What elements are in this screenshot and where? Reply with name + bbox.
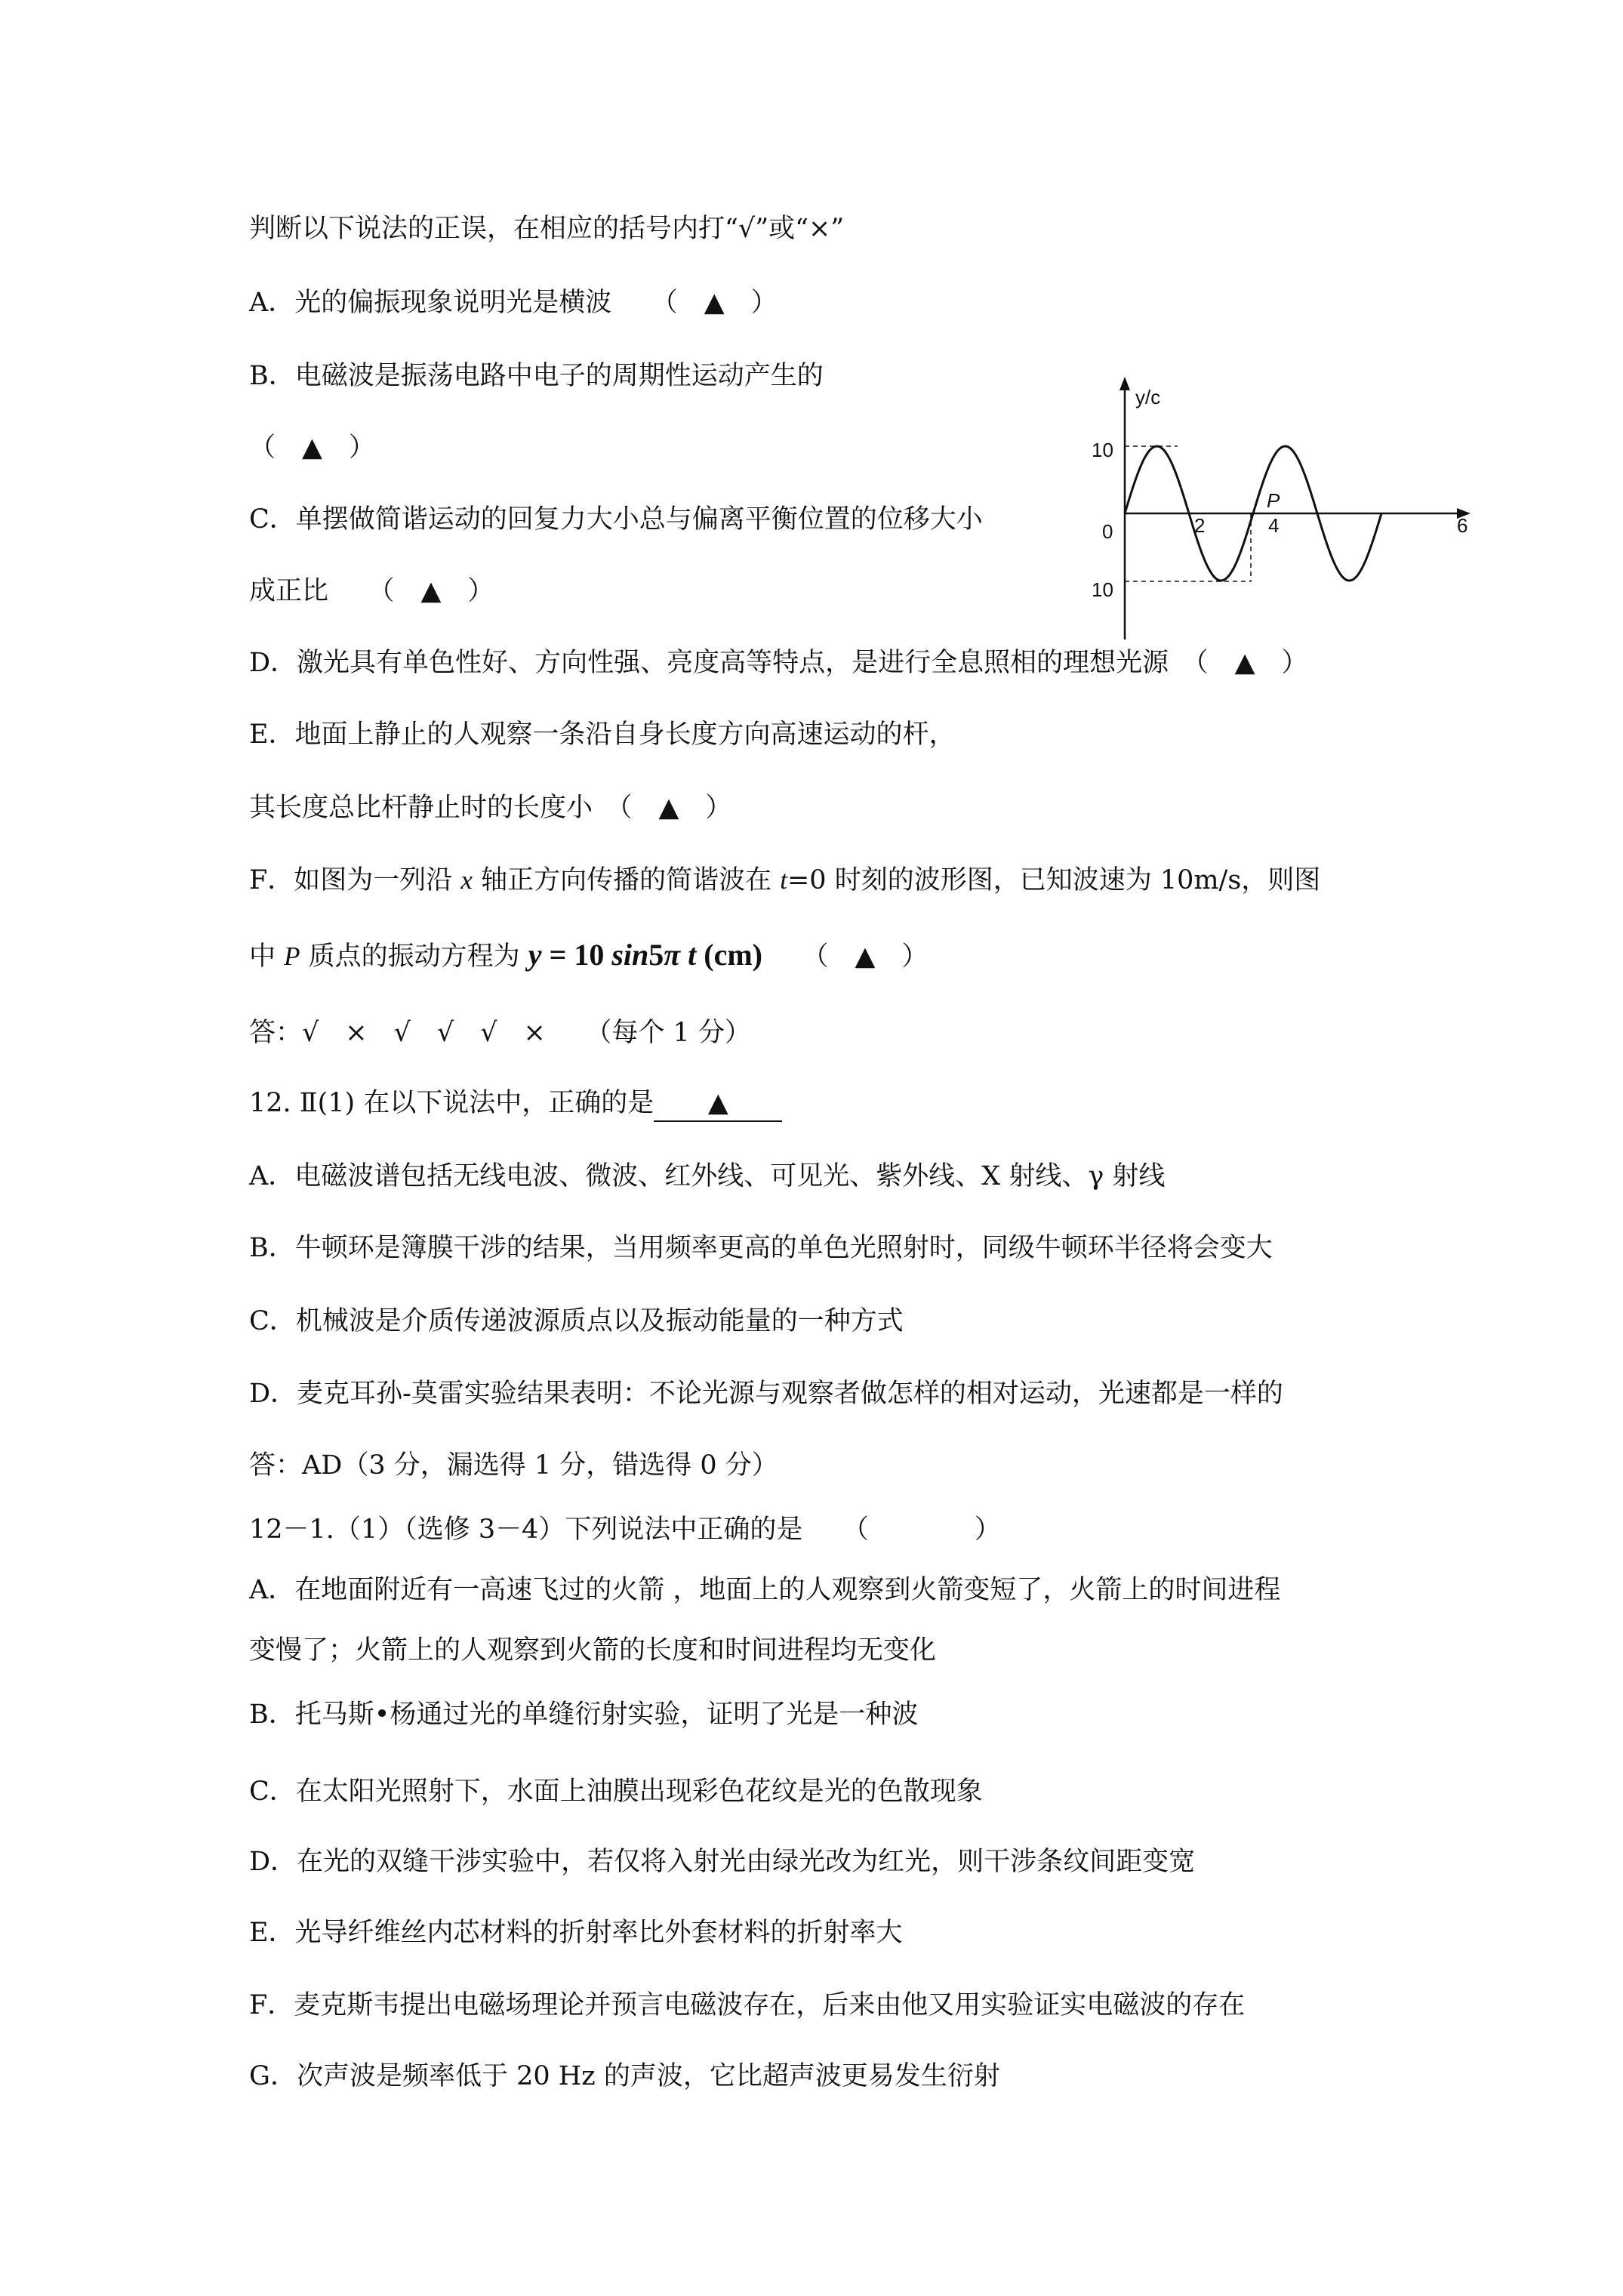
statement-a: A．光的偏振现象说明光是横波 （ ▲ ）	[249, 288, 778, 318]
option-b: B．牛顿环是簿膜干涉的结果，当用频率更高的单色光照射时，同级牛顿环半径将会变大	[249, 1233, 1273, 1263]
statement-b: B．电磁波是振荡电路中电子的周期性运动产生的	[249, 361, 824, 391]
statement-f2-text-1: 中	[249, 942, 285, 972]
intro-text: 判断以下说法的正误，在相应的括号内打“√”或“×”	[249, 214, 845, 244]
option-a: A．电磁波谱包括无线电波、微波、红外线、可见光、紫外线、X 射线、γ 射线	[249, 1161, 1166, 1191]
statement-e-cont: 其长度总比杆静止时的长度小 （ ▲ ）	[249, 793, 732, 823]
statement-e: E．地面上静止的人观察一条沿自身长度方向高速运动的杆，	[249, 720, 956, 750]
choice-a: A．在地面附近有一高速飞过的火箭 ，地面上的人观察到火箭变短了，火箭上的时间进程	[249, 1575, 1281, 1605]
choice-c: C．在太阳光照射下，水面上油膜出现彩色花纹是光的色散现象	[249, 1777, 983, 1807]
question-12-ii	[249, 1086, 782, 1122]
statement-f-text-1: F．如图为一列沿	[249, 865, 461, 895]
choice-e: E．光导纤维丝内芯材料的折射率比外套材料的折射率大	[249, 1918, 903, 1948]
y-bottom-value: 10	[1092, 578, 1113, 601]
statement-f	[249, 863, 1320, 898]
x-tick-2: 2	[1194, 514, 1206, 537]
statement-d: D．激光具有单色性好、方向性强、亮度高等特点，是进行全息照相的理想光源 （ ▲ ）	[249, 648, 1308, 678]
var-x: x	[460, 865, 473, 895]
question-12-1: 12－1.（1）（选修 3－4）下列说法中正确的是 （ ）	[249, 1515, 1001, 1545]
var-t: t	[780, 865, 787, 895]
var-p: P	[284, 942, 300, 971]
statement-f-text-2: 轴正方向传播的简谐波在	[472, 865, 781, 895]
answer-part2: 答：AD（3 分，漏选得 1 分，错选得 0 分）	[249, 1450, 778, 1481]
option-c: C．机械波是介质传递波源质点以及振动能量的一种方式	[249, 1306, 904, 1336]
choice-b: B．托马斯•杨通过光的单缝衍射实验，证明了光是一种波	[249, 1700, 919, 1730]
statement-f2-text-2: 质点的振动方程为	[300, 942, 528, 972]
y-axis-arrow	[1119, 377, 1130, 390]
point-p-label: P	[1267, 489, 1280, 512]
statement-c-cont: 成正比 （ ▲ ）	[249, 576, 494, 606]
choice-f: F．麦克斯韦提出电磁场理论并预言电磁波存在，后来由他又用实验证实电磁波的存在	[249, 1990, 1246, 2020]
y-axis-label: y/c	[1135, 386, 1161, 408]
origin-label: 0	[1102, 520, 1113, 543]
choice-a-cont: 变慢了；火箭上的人观察到火箭的长度和时间进程均无变化	[249, 1635, 937, 1666]
option-d: D．麦克耳孙-莫雷实验结果表明：不论光源与观察者做怎样的相对运动，光速都是一样的	[249, 1379, 1283, 1409]
question-12-ii-text: 12. Ⅱ(1) 在以下说法中，正确的是	[249, 1088, 654, 1118]
x-tick-4: 4	[1268, 514, 1280, 537]
answer-blank: ▲	[654, 1086, 782, 1122]
answer-part1: 答：√ × √ √ √ × （每个 1 分）	[249, 1018, 751, 1048]
vibration-equation: y = 10 sin5π t (cm)	[528, 938, 762, 972]
choice-d: D．在光的双缝干涉实验中，若仅将入射光由绿光改为红光，则干涉条纹间距变宽	[249, 1847, 1196, 1877]
y-top-value: 10	[1092, 439, 1113, 461]
statement-f-text-3: =0 时刻的波形图，已知波速为 10m/s，则图	[787, 865, 1321, 895]
statement-b-bracket: （ ▲ ）	[249, 433, 375, 463]
x-axis-end: 6	[1457, 514, 1468, 537]
choice-g: G．次声波是频率低于 20 Hz 的声波，它比超声波更易发生衍射	[249, 2061, 1000, 2091]
statement-c: C．单摆做简谐运动的回复力大小总与偏离平衡位置的位移大小	[249, 504, 983, 535]
statement-f2-bracket: （ ▲ ）	[762, 942, 929, 972]
statement-f-cont	[249, 938, 928, 974]
waveform-figure	[1087, 374, 1480, 646]
